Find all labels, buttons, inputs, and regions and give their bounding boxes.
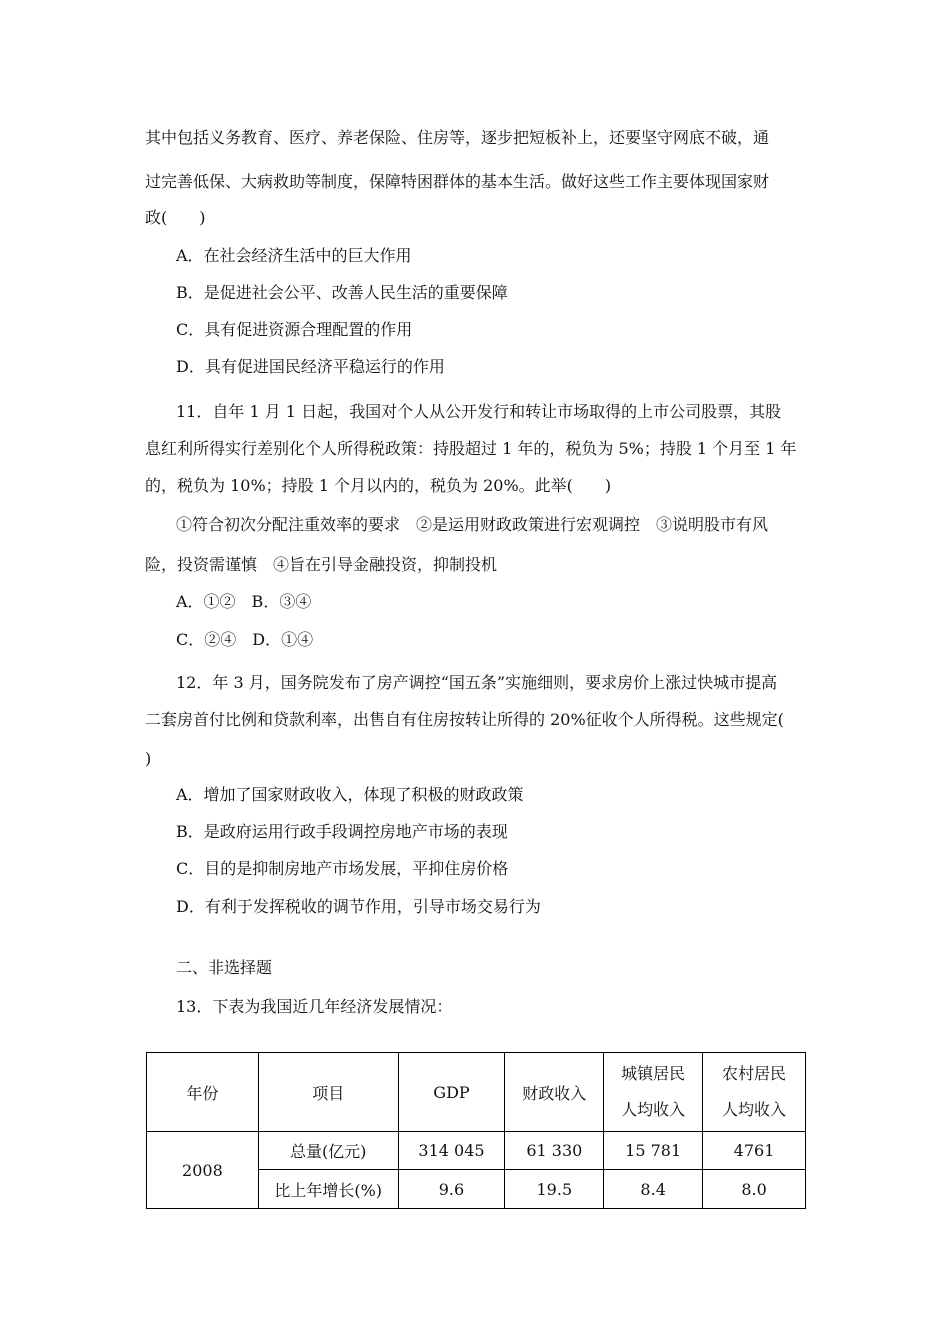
cell-total-urban: 15 781 bbox=[604, 1132, 703, 1170]
q10-text-line-2: 过完善低保、大病救助等制度，保障特困群体的基本生活。做好这些工作主要体现国家财 bbox=[145, 172, 770, 191]
q12-text-line-1: 12．年 3 月，国务院发布了房产调控“国五条”实施细则，要求房价上涨过快城市提高 bbox=[176, 673, 778, 692]
q12-option-b: B．是政府运用行政手段调控房地产市场的表现 bbox=[176, 822, 508, 841]
q11-text-line-1: 11．自年 1 月 1 日起，我国对个人从公开发行和转让市场取得的上市公司股票，其股 bbox=[176, 402, 782, 421]
cell-year: 2008 bbox=[147, 1132, 259, 1209]
q10-option-b: B．是促进社会公平、改善人民生活的重要保障 bbox=[176, 283, 508, 302]
header-rural-line-2: 人均收入 bbox=[722, 1100, 787, 1119]
header-rural-income bbox=[703, 1053, 806, 1132]
q11-statements-line-2: 险，投资需谨慎 ④旨在引导金融投资，抑制投机 bbox=[145, 555, 498, 574]
header-urban-line-1: 城镇居民 bbox=[621, 1064, 686, 1083]
q12-text-line-2: 二套房首付比例和贷款利率，出售自有住房按转让所得的 20%征收个人所得税。这些规定( bbox=[145, 710, 784, 729]
q11-options-line-1: A．①② B．③④ bbox=[176, 592, 312, 611]
q11-statements-line-1: ①符合初次分配注重效率的要求 ②是运用财政政策进行宏观调控 ③说明股市有风 bbox=[176, 515, 769, 534]
q10-option-a: A．在社会经济生活中的巨大作用 bbox=[176, 246, 412, 265]
cell-growth-gdp: 9.6 bbox=[398, 1170, 505, 1209]
header-revenue: 财政收入 bbox=[505, 1053, 604, 1132]
cell-growth-rural: 8.0 bbox=[703, 1170, 806, 1209]
header-item: 项目 bbox=[258, 1053, 398, 1132]
q12-option-a: A．增加了国家财政收入，体现了积极的财政政策 bbox=[176, 785, 524, 804]
table-header-row bbox=[147, 1053, 806, 1132]
q11-options-line-2: C．②④ D．①④ bbox=[176, 630, 314, 649]
header-rural-line-1: 农村居民 bbox=[722, 1064, 787, 1083]
q12-option-d: D．有利于发挥税收的调节作用，引导市场交易行为 bbox=[176, 897, 541, 916]
q12-text-line-3: ) bbox=[145, 749, 152, 768]
cell-total-gdp: 314 045 bbox=[398, 1132, 505, 1170]
cell-growth-label: 比上年增长(%) bbox=[258, 1170, 398, 1209]
cell-total-label: 总量(亿元) bbox=[258, 1132, 398, 1170]
q11-text-line-3: 的，税负为 10%；持股 1 个月以内的，税负为 20%。此举( ) bbox=[145, 476, 612, 495]
header-year: 年份 bbox=[147, 1053, 259, 1132]
q10-option-d: D．具有促进国民经济平稳运行的作用 bbox=[176, 357, 445, 376]
q10-text-line-1: 其中包括义务教育、医疗、养老保险、住房等，逐步把短板补上，还要坚守网底不破，通 bbox=[145, 128, 770, 147]
q10-option-c: C．具有促进资源合理配置的作用 bbox=[176, 320, 413, 339]
q10-text-line-3: 政( ) bbox=[145, 208, 206, 227]
header-urban-income bbox=[604, 1053, 703, 1132]
economic-data-table bbox=[146, 1052, 806, 1209]
q12-option-c: C．目的是抑制房地产市场发展，平抑住房价格 bbox=[176, 859, 509, 878]
q13-stem: 13．下表为我国近几年经济发展情况： bbox=[176, 997, 453, 1016]
section-title: 二、非选择题 bbox=[176, 958, 273, 977]
cell-growth-urban: 8.4 bbox=[604, 1170, 703, 1209]
cell-total-revenue: 61 330 bbox=[505, 1132, 604, 1170]
header-urban-line-2: 人均收入 bbox=[621, 1100, 686, 1119]
cell-growth-revenue: 19.5 bbox=[505, 1170, 604, 1209]
table-row bbox=[147, 1132, 806, 1170]
q11-text-line-2: 息红利所得实行差别化个人所得税政策：持股超过 1 年的，税负为 5%；持股 1 个月至 1 年 bbox=[145, 439, 797, 458]
cell-total-rural: 4761 bbox=[703, 1132, 806, 1170]
header-gdp: GDP bbox=[398, 1053, 505, 1132]
